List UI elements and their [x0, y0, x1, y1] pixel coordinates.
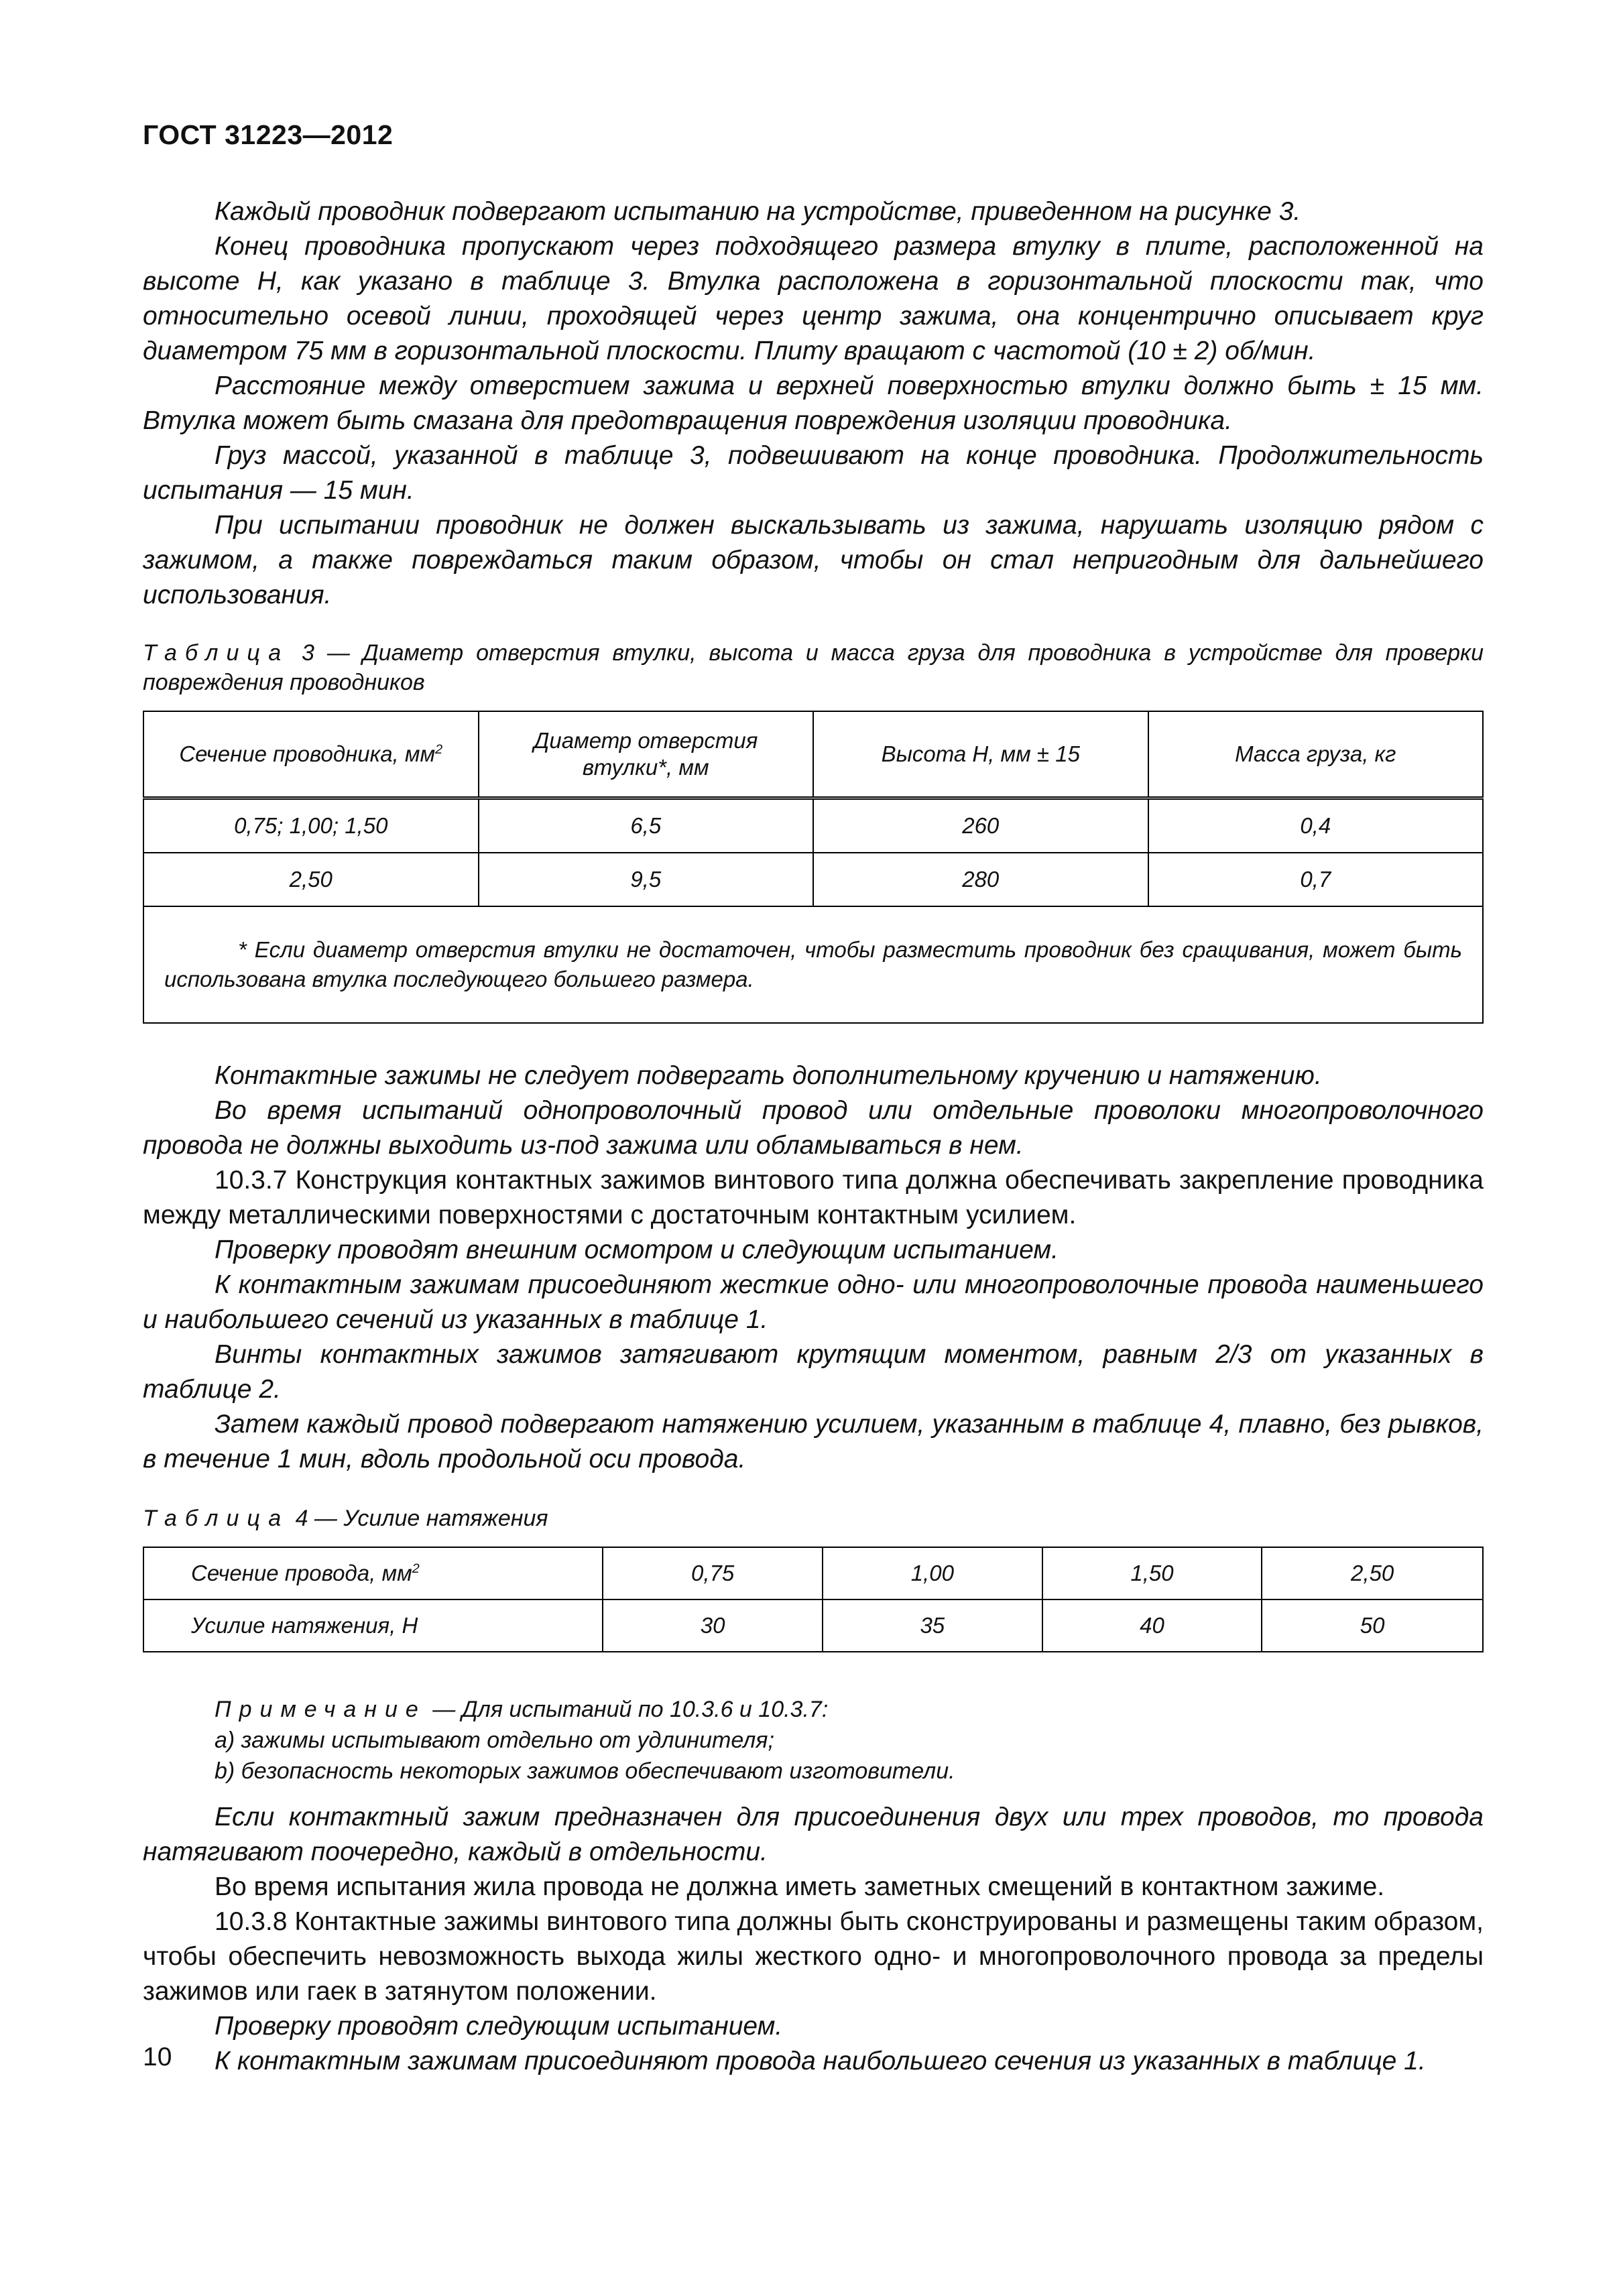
table4-cell: 40	[1042, 1599, 1262, 1652]
table4-cell: 2,50	[1262, 1547, 1483, 1599]
table3	[143, 711, 1484, 1024]
table3-caption-text: 3 — Диаметр отверстия втулки, высота и масса груза для проводника в устройстве для проверки повреждения проводников	[143, 640, 1484, 695]
paragraph: Расстояние между отверстием зажима и верхней поверхностью втулки должно быть ± 15 мм. Втулка может быть смазана для предотвращения повреждения изоляции проводника.	[143, 371, 1484, 435]
paragraph: К контактным зажимам присоединяют провода наибольшего сечения из указанных в таблице 1.	[215, 2047, 1426, 2075]
table4-cell: 35	[823, 1599, 1042, 1652]
table4-cell: 1,00	[823, 1547, 1042, 1599]
table3-cell: 0,4	[1148, 798, 1484, 853]
table4-note	[215, 1694, 1484, 1787]
table4-cell: 0,75	[603, 1547, 823, 1599]
table3-cell: 2,50	[143, 853, 479, 906]
table3-footnote-row	[143, 906, 1483, 1023]
table3-header-cell: Высота H, мм ± 15	[813, 711, 1148, 798]
paragraph: Груз массой, указанной в таблице 3, подвешивают на конце проводника. Продолжительность испытания — 15 мин.	[143, 441, 1484, 505]
table3-caption	[143, 638, 1484, 697]
table-row	[143, 1547, 1483, 1599]
table3-label: Таблица	[143, 640, 290, 666]
table4-cell: 1,50	[1042, 1547, 1262, 1599]
bottom-section	[143, 1800, 1484, 2079]
paragraph: К контактным зажимам присоединяют жесткие одно- или многопроволочные провода наименьшего и наибольшего сечений из указанных в таблице 1.	[143, 1270, 1484, 1334]
paragraph: Каждый проводник подвергают испытанию на устройстве, приведенном на рисунке 3.	[215, 197, 1301, 226]
table4-caption	[143, 1504, 1484, 1533]
table3-cell: 0,7	[1148, 853, 1484, 906]
table3-header-cell: Диаметр отверстия втулки*, мм	[479, 711, 814, 798]
table-row	[143, 798, 1483, 853]
table4-row-label: Усилие натяжения, Н	[143, 1599, 603, 1652]
table3-cell: 9,5	[479, 853, 814, 906]
table4-row-label: Сечение провода, $мм^2$	[143, 1547, 603, 1599]
table3-header-cell: Сечение проводника, $мм^2$	[143, 711, 479, 798]
note-item: a) зажимы испытывают отдельно от удлинителя;	[215, 1728, 774, 1753]
table4-caption-text: 4 — Усилие натяжения	[289, 1506, 548, 1531]
paragraph: При испытании проводник не должен выскальзывать из зажима, нарушать изоляцию рядом с зажимом, а также повреждаться таким образом, чтобы он стал непригодным для дальнейшего использования.	[143, 511, 1484, 609]
paragraph: Винты контактных зажимов затягивают крутящим моментом, равным 2/3 от указанных в таблице 2.	[143, 1340, 1484, 1404]
paragraph: Затем каждый провод подвергают натяжению усилием, указанным в таблице 4, плавно, без рывков, в течение 1 мин, вдоль продольной оси провода.	[143, 1410, 1484, 1473]
document-code: ГОСТ 31223—2012	[143, 119, 394, 150]
clause-10-3-8: 10.3.8 Контактные зажимы винтового типа должны быть сконструированы и размещены таким образом, чтобы обеспечить невозможность выхода жилы жесткого одно- и многопроволочного провода за пределы зажимов или гаек в затянутом положении.	[143, 1907, 1484, 2006]
paragraph: Во время испытания жила провода не должна иметь заметных смещений в контактном зажиме.	[215, 1872, 1385, 1901]
table-row	[143, 853, 1483, 906]
table4-cell: 50	[1262, 1599, 1483, 1652]
clause-10-3-7: 10.3.7 Конструкция контактных зажимов винтового типа должна обеспечивать закрепление проводника между металлическими поверхностями с достаточным контактным усилием.	[143, 1166, 1484, 1229]
note-item: b) безопасность некоторых зажимов обеспечивают изготовители.	[215, 1758, 955, 1784]
table3-header-row	[143, 711, 1483, 798]
table3-footnote: * Если диаметр отверстия втулки не достаточен, чтобы разместить проводник без сращивания, может быть использована втулка последующего большего размера.	[143, 906, 1483, 1023]
table4	[143, 1547, 1484, 1652]
paragraph: Если контактный зажим предназначен для присоединения двух или трех проводов, то провода натягивают поочередно, каждый в отдельности.	[143, 1803, 1484, 1866]
table3-cell: 260	[813, 798, 1148, 853]
table3-header-cell: Масса груза, кг	[1148, 711, 1484, 798]
note-heading: Примечание — Для испытаний по 10.3.6 и 10.3.7:	[215, 1697, 829, 1722]
page-number: 10	[143, 2043, 172, 2071]
table-row	[143, 1599, 1483, 1652]
table4-label: Таблица	[143, 1506, 290, 1531]
document-body	[143, 194, 1484, 2079]
paragraph: Конец проводника пропускают через подходящего размера втулку в плите, расположенной на высоте H, как указано в таблице 3. Втулка расположена в горизонтальной плоскости так, что относительно осевой линии, проходящей через центр зажима, она концентрично описывает круг диаметром 75 мм в горизонтальной плоскости. Плиту вращают с частотой (10 ± 2) об/мин.	[143, 232, 1484, 365]
table3-cell: 280	[813, 853, 1148, 906]
paragraph: Проверку проводят внешним осмотром и следующим испытанием.	[215, 1235, 1059, 1264]
paragraph: Во время испытаний однопроволочный провод или отдельные проволоки многопроволочного провода не должны выходить из-под зажима или обламываться в нем.	[143, 1096, 1484, 1160]
table3-cell: 6,5	[479, 798, 814, 853]
table3-cell: 0,75; 1,00; 1,50	[143, 798, 479, 853]
table4-cell: 30	[603, 1599, 823, 1652]
paragraph: Контактные зажимы не следует подвергать дополнительному кручению и натяжению.	[215, 1061, 1322, 1090]
paragraph: Проверку проводят следующим испытанием.	[215, 2012, 783, 2041]
